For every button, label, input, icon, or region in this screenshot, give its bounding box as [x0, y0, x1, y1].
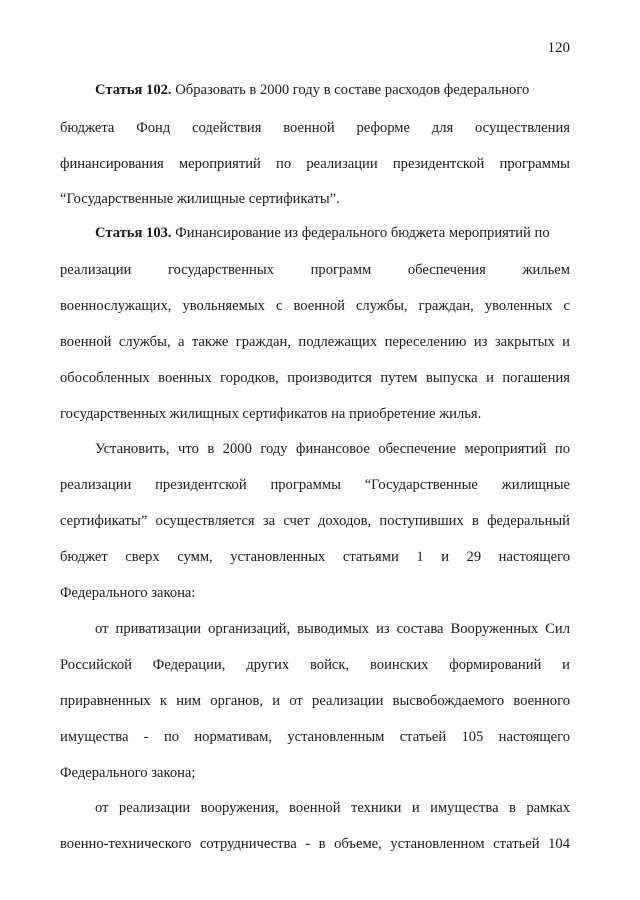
article-103-line-2: реализации государственных программ обеспечения жильем — [60, 262, 570, 278]
armament-line-2: военно-технического сотрудничества - в объеме, установленном статьей 104 — [60, 836, 570, 852]
establish-line-2: реализации президентской программы “Государственные жилищные — [60, 477, 570, 493]
establish-line-3: сертификаты” осуществляется за счет доходов, поступивших в федеральный — [60, 513, 570, 529]
privatization-line-4: имущества - по нормативам, установленным статьей 105 настоящего — [60, 729, 570, 745]
article-103-line-4: военной службы, а также граждан, подлежащих переселению из закрытых и — [60, 334, 570, 350]
page-number: 120 — [547, 40, 570, 56]
privatization-line-5: Федерального закона; — [60, 765, 196, 781]
establish-line-1: Установить, что в 2000 году финансовое обеспечение мероприятий по — [95, 441, 570, 457]
armament-line-1: от реализации вооружения, военной техники и имущества в рамках — [95, 800, 570, 816]
article-103-heading: Статья 103. — [95, 225, 172, 241]
establish-line-4: бюджет сверх сумм, установленных статьями 1 и 29 настоящего — [60, 549, 570, 565]
establish-line-5: Федерального закона: — [60, 585, 196, 601]
article-102-heading: Статья 102. — [95, 82, 172, 98]
privatization-line-3: приравненных к ним органов, и от реализации высвобождаемого военного — [60, 693, 570, 709]
article-103-line-1-text: Финансирование из федерального бюджета мероприятий по — [171, 225, 550, 241]
article-102-line-4: “Государственные жилищные сертификаты”. — [60, 191, 340, 207]
article-103-line-5: обособленных военных городков, производится путем выпуска и погашения — [60, 370, 570, 386]
article-103-line-3: военнослужащих, увольняемых с военной службы, граждан, уволенных с — [60, 298, 570, 314]
article-103-line-6: государственных жилищных сертификатов на приобретение жилья. — [60, 406, 482, 422]
article-102-line-1-text: Образовать в 2000 году в составе расходов федерального — [171, 82, 530, 98]
privatization-line-1: от приватизации организаций, выводимых из состава Вооруженных Сил — [95, 621, 570, 637]
article-103-line-1 — [95, 225, 570, 242]
article-102-line-3: финансирования мероприятий по реализации президентской программы — [60, 156, 570, 172]
article-102-line-2: бюджета Фонд содействия военной реформе для осуществления — [60, 120, 570, 136]
article-102-line-1 — [95, 82, 570, 99]
privatization-line-2: Российской Федерации, других войск, воинских формирований и — [60, 657, 570, 673]
